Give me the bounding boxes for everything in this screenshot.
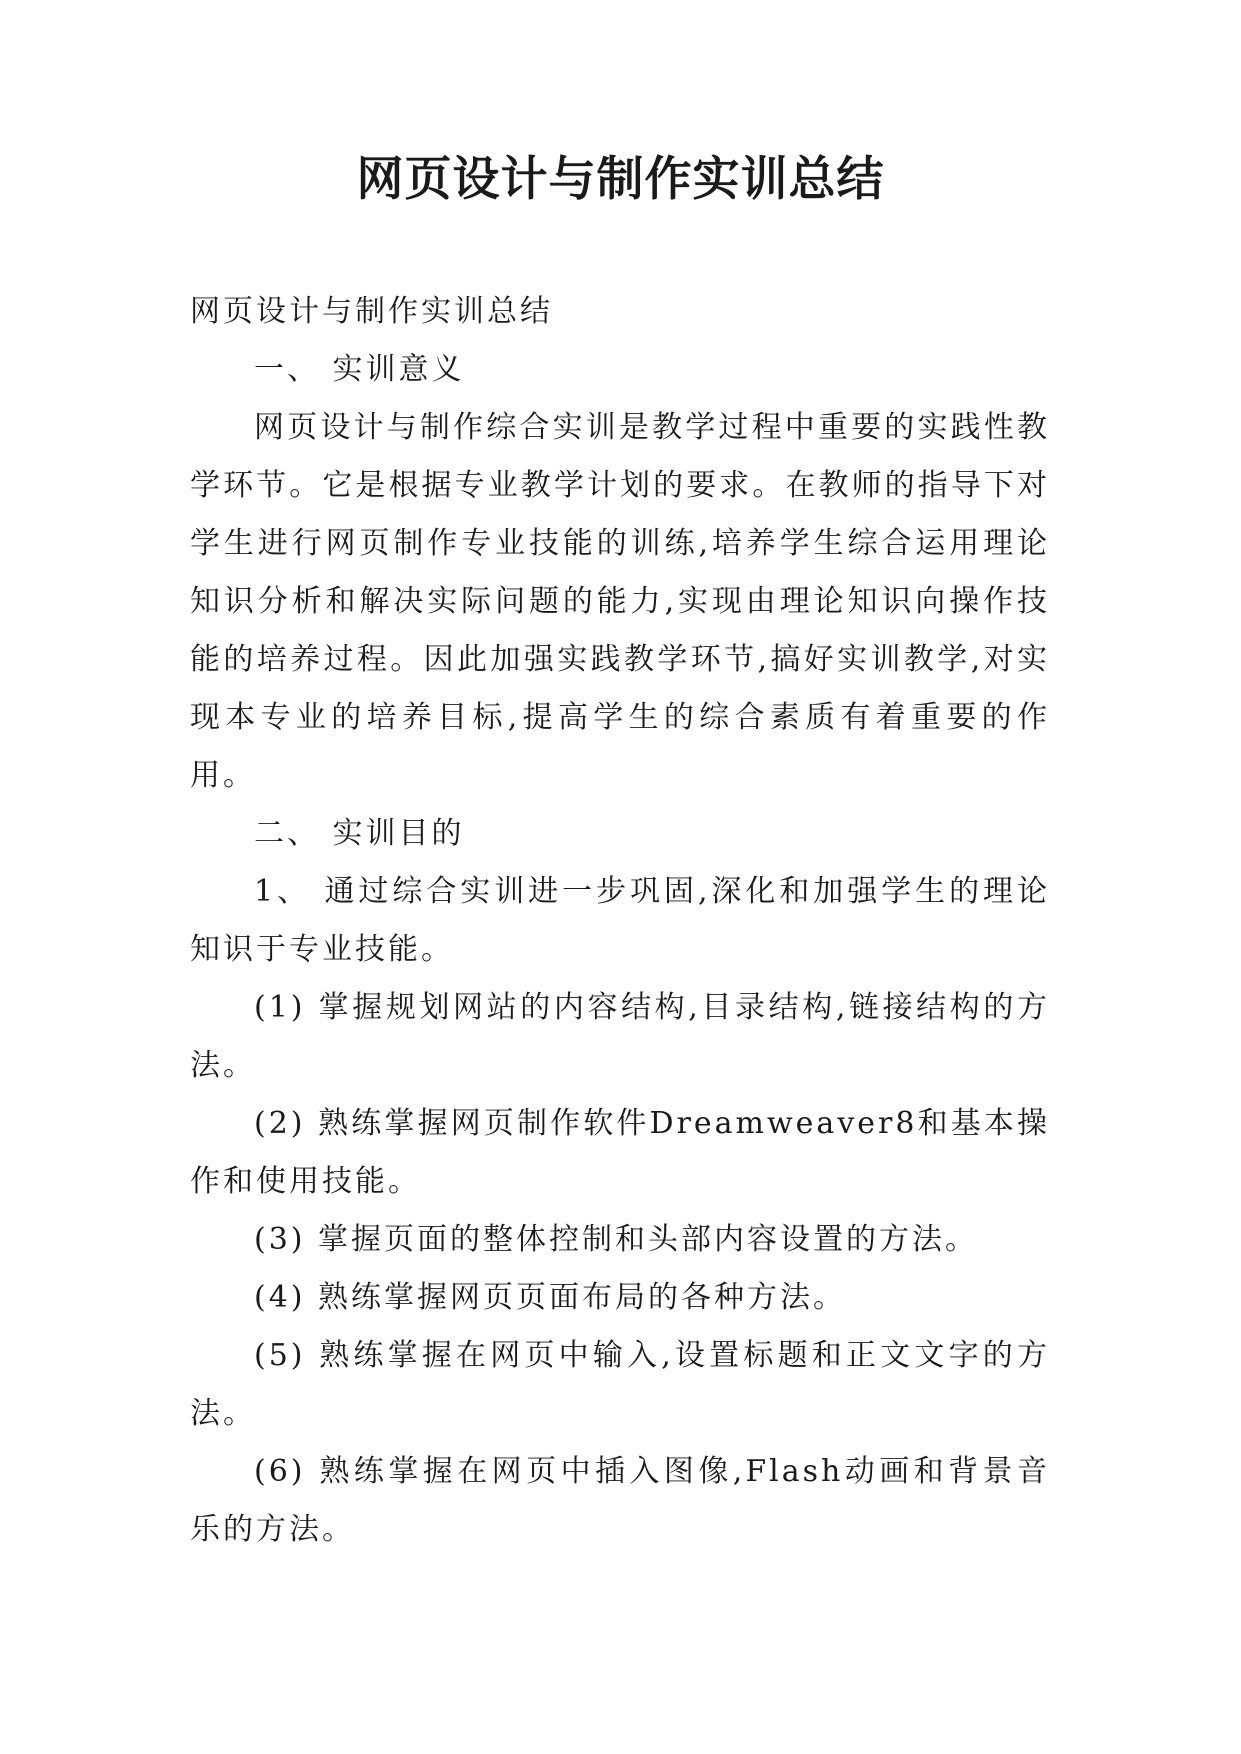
list-item-1: 1、 通过综合实训进一步巩固,深化和加强学生的理论知识于专业技能。: [190, 874, 1050, 967]
section-heading-1: 一、 实训意义: [254, 352, 465, 387]
section-heading-2: 二、 实训目的: [254, 816, 465, 851]
sub-item-3: (3) 掌握页面的整体控制和头部内容设置的方法。: [254, 1222, 979, 1257]
sub-item-1: (1) 掌握规划网站的内容结构,目录结构,链接结构的方法。: [190, 990, 1050, 1083]
sub-item-5: (5) 熟练掌握在网页中输入,设置标题和正文文字的方法。: [190, 1338, 1050, 1431]
paragraph-significance: 网页设计与制作综合实训是教学过程中重要的实践性教学环节。它是根据专业教学计划的要求。在教师的指导下对学生进行网页制作专业技能的训练,培养学生综合运用理论知识分析和解决实际问题的能力,实现由理论知识向操作技能的培养过程。因此加强实践教学环节,搞好实训教学,对实现本专业的培养目标,提高学生的综合素质有着重要的作用。: [190, 410, 1050, 793]
document-body: [190, 283, 1050, 1559]
document-title: 网页设计与制作实训总结: [356, 152, 885, 207]
sub-item-6: (6) 熟练掌握在网页中插入图像,Flash动画和背景音乐的方法。: [190, 1454, 1050, 1547]
sub-item-4: (4) 熟练掌握网页页面布局的各种方法。: [254, 1280, 847, 1315]
body-heading: 网页设计与制作实训总结: [190, 294, 553, 329]
sub-item-2: (2) 熟练掌握网页制作软件Dreamweaver8和基本操作和使用技能。: [190, 1106, 1050, 1199]
